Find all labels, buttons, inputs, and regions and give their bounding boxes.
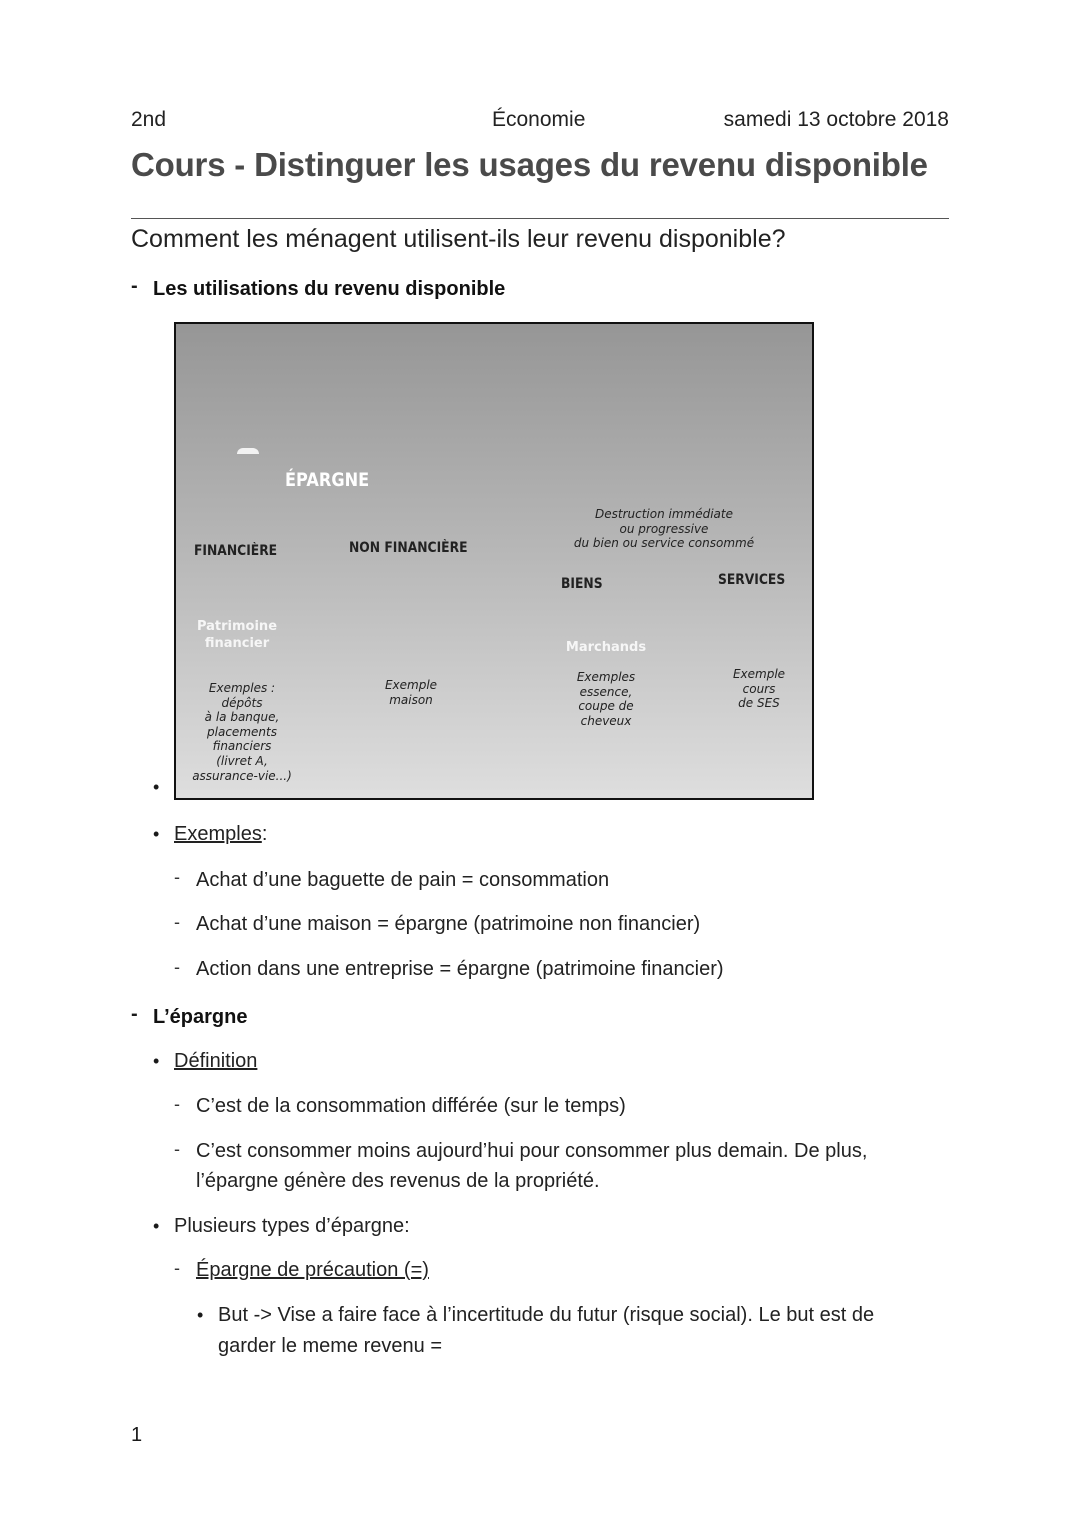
list-dash: - xyxy=(174,1094,180,1114)
section-heading-epargne: L’épargne xyxy=(153,1006,248,1028)
slide-non-financiere: NON FINANCIÈRE xyxy=(349,540,468,556)
definition-item-continued: l’épargne génère des revenus de la propriété. xyxy=(196,1170,600,1192)
exemples-label: Exemples: xyxy=(174,823,268,845)
but-bullet: • xyxy=(197,1305,204,1325)
section-dash: - xyxy=(131,275,138,297)
class-level: 2nd xyxy=(131,108,167,131)
subject: Économie xyxy=(492,108,586,131)
definition-item: C’est consommer moins aujourd’hui pour consommer plus demain. De plus, xyxy=(196,1140,868,1162)
page-number: 1 xyxy=(131,1424,143,1446)
slide-example-services: Exemple cours de SES xyxy=(732,667,786,711)
slide-example-maison: Exemple maison xyxy=(384,678,438,707)
type-precaution: Épargne de précaution (=) xyxy=(196,1259,429,1281)
image-bullet: • xyxy=(153,777,160,797)
date: samedi 13 octobre 2018 xyxy=(723,108,949,131)
slide-epargne: ÉPARGNE xyxy=(285,469,370,491)
slide-marchands: Marchands xyxy=(565,640,647,655)
section-heading-utilisations: Les utilisations du revenu disponible xyxy=(153,278,506,300)
exemple-item: Action dans une entreprise = épargne (patrimoine financier) xyxy=(196,958,724,980)
title-divider xyxy=(131,218,949,219)
slide-financiere: FINANCIÈRE xyxy=(194,543,278,559)
slide-examples-financier: Exemples : dépôts à la banque, placements financiers (livret A, assurance-vie...) xyxy=(192,681,292,783)
list-dash: - xyxy=(174,957,180,977)
slide-examples-biens: Exemples essence, coupe de cheveux xyxy=(576,670,636,728)
exemple-item: Achat d’une maison = épargne (patrimoine non financier) xyxy=(196,913,701,935)
revenu-diagram-image xyxy=(174,322,814,800)
exemple-item: Achat d’une baguette de pain = consommation xyxy=(196,869,610,891)
slide-destruction-text: Destruction immédiate ou progressive du bien ou service consommé xyxy=(573,507,755,551)
slide-services: SERVICES xyxy=(718,572,786,588)
page-title: Cours - Distinguer les usages du revenu disponible xyxy=(131,146,928,183)
slide-biens: BIENS xyxy=(561,576,603,592)
definition-bullet: • xyxy=(153,1051,160,1071)
list-dash: - xyxy=(174,1139,180,1159)
definition-label: Définition xyxy=(174,1050,258,1072)
list-dash: - xyxy=(174,1258,180,1278)
types-bullet: • xyxy=(153,1216,160,1236)
exemples-bullet: • xyxy=(153,824,160,844)
but-text-continued: garder le meme revenu = xyxy=(218,1335,443,1357)
but-text: But -> Vise a faire face à l’incertitude du futur (risque social). Le but est de xyxy=(218,1304,875,1326)
list-dash: - xyxy=(174,912,180,932)
list-dash: - xyxy=(174,867,180,887)
types-label: Plusieurs types d’épargne: xyxy=(174,1215,410,1237)
slide-marker xyxy=(237,448,259,454)
slide-patrimoine-financier: Patrimoine financier xyxy=(196,619,278,651)
lesson-question: Comment les ménagent utilisent-ils leur revenu disponible? xyxy=(131,225,786,253)
section-dash: - xyxy=(131,1003,138,1025)
definition-item: C’est de la consommation différée (sur le temps) xyxy=(196,1095,626,1117)
